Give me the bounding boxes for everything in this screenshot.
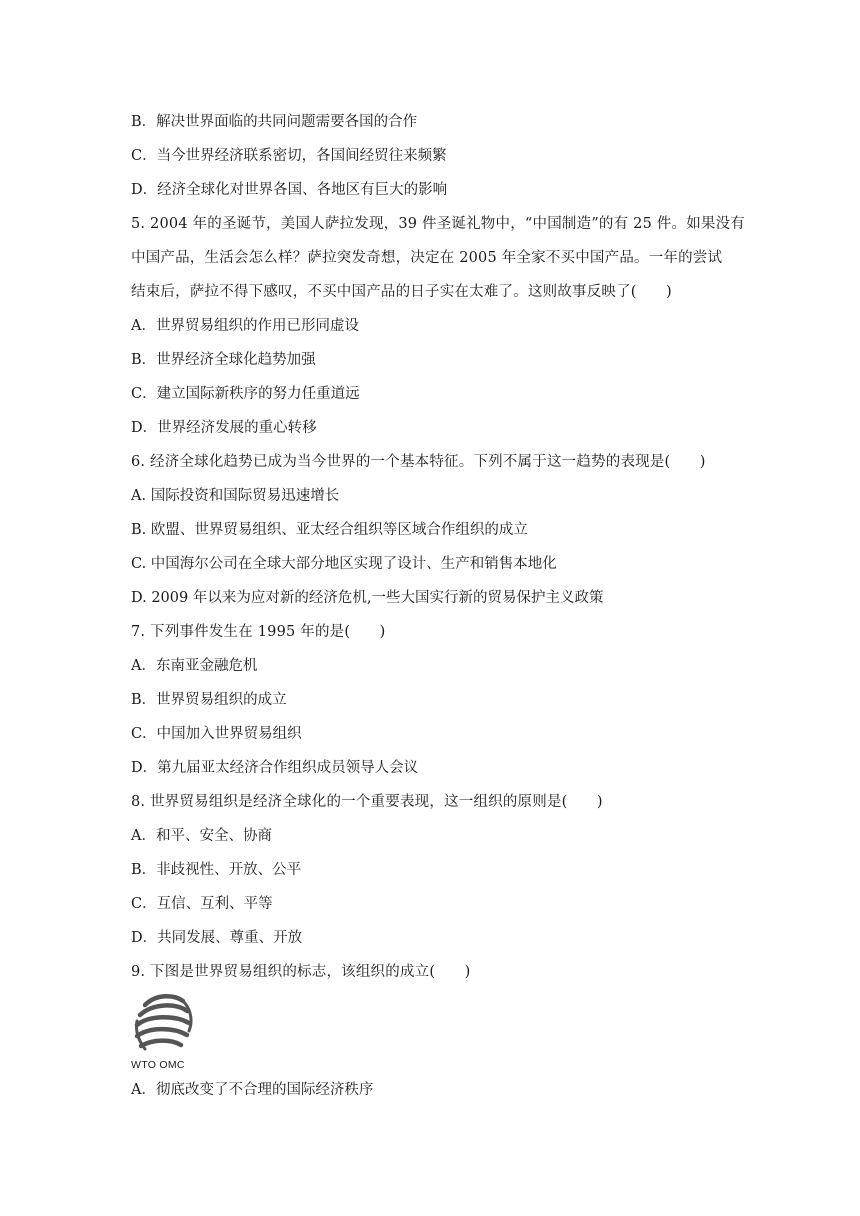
question-5-line-1: 5. 2004 年的圣诞节，美国人萨拉发现，39 件圣诞礼物中，“中国制造”的有 25 件。如果没有: [131, 216, 746, 232]
option-d-q6: D. 2009 年以来为应对新的经济危机,一些大国实行新的贸易保护主义政策: [131, 590, 604, 606]
option-d-q4: D．经济全球化对世界各国、各地区有巨大的影响: [131, 182, 448, 198]
question-5-line-3: 结束后，萨拉不得下感叹，不买中国产品的日子实在太难了。这则故事反映了( ): [131, 284, 672, 300]
option-b-q5: B．世界经济全球化趋势加强: [131, 352, 316, 368]
option-c-q8: C．互信、互利、平等: [131, 896, 273, 912]
option-a-q7: A．东南亚金融危机: [131, 658, 258, 674]
option-c-q4: C．当今世界经济联系密切，各国间经贸往来频繁: [131, 148, 447, 164]
wto-logo: [131, 991, 741, 1079]
option-d-q5: D．世界经济发展的重心转移: [131, 420, 317, 436]
option-c-q6: C. 中国海尔公司在全球大部分地区实现了设计、生产和销售本地化: [131, 556, 557, 572]
logo-caption: WTO OMC: [131, 1059, 185, 1071]
option-c-q7: C．中国加入世界贸易组织: [131, 726, 302, 742]
question-6: 6. 经济全球化趋势已成为当今世界的一个基本特征。下列不属于这一趋势的表现是( ): [131, 454, 706, 470]
option-d-q8: D．共同发展、尊重、开放: [131, 930, 303, 946]
option-b-q8: B．非歧视性、开放、公平: [131, 862, 302, 878]
wto-logo-icon: [131, 991, 201, 1059]
option-c-q5: C．建立国际新秩序的努力任重道远: [131, 386, 360, 402]
option-d-q7: D．第九届亚太经济合作组织成员领导人会议: [131, 760, 419, 776]
option-b-q6: B. 欧盟、世界贸易组织、亚太经合组织等区域合作组织的成立: [131, 522, 528, 538]
question-7: 7. 下列事件发生在 1995 年的是( ): [131, 624, 386, 640]
option-a-q9: A．彻底改变了不合理的国际经济秩序: [131, 1082, 374, 1098]
question-8: 8. 世界贸易组织是经济全球化的一个重要表现，这一组织的原则是( ): [131, 794, 603, 810]
option-b-q4: B．解决世界面临的共同问题需要各国的合作: [131, 114, 418, 130]
option-a-q8: A．和平、安全、协商: [131, 828, 272, 844]
question-content: [131, 111, 746, 1113]
option-a-q6: A. 国际投资和国际贸易迅速增长: [131, 488, 340, 504]
option-b-q7: B．世界贸易组织的成立: [131, 692, 287, 708]
question-5-line-2: 中国产品，生活会怎么样？萨拉突发奇想，决定在 2005 年全家不买中国产品。一年的尝试: [131, 250, 723, 266]
question-9: 9. 下图是世界贸易组织的标志，该组织的成立( ): [131, 964, 471, 980]
option-a-q5: A．世界贸易组织的作用已形同虚设: [131, 318, 359, 334]
